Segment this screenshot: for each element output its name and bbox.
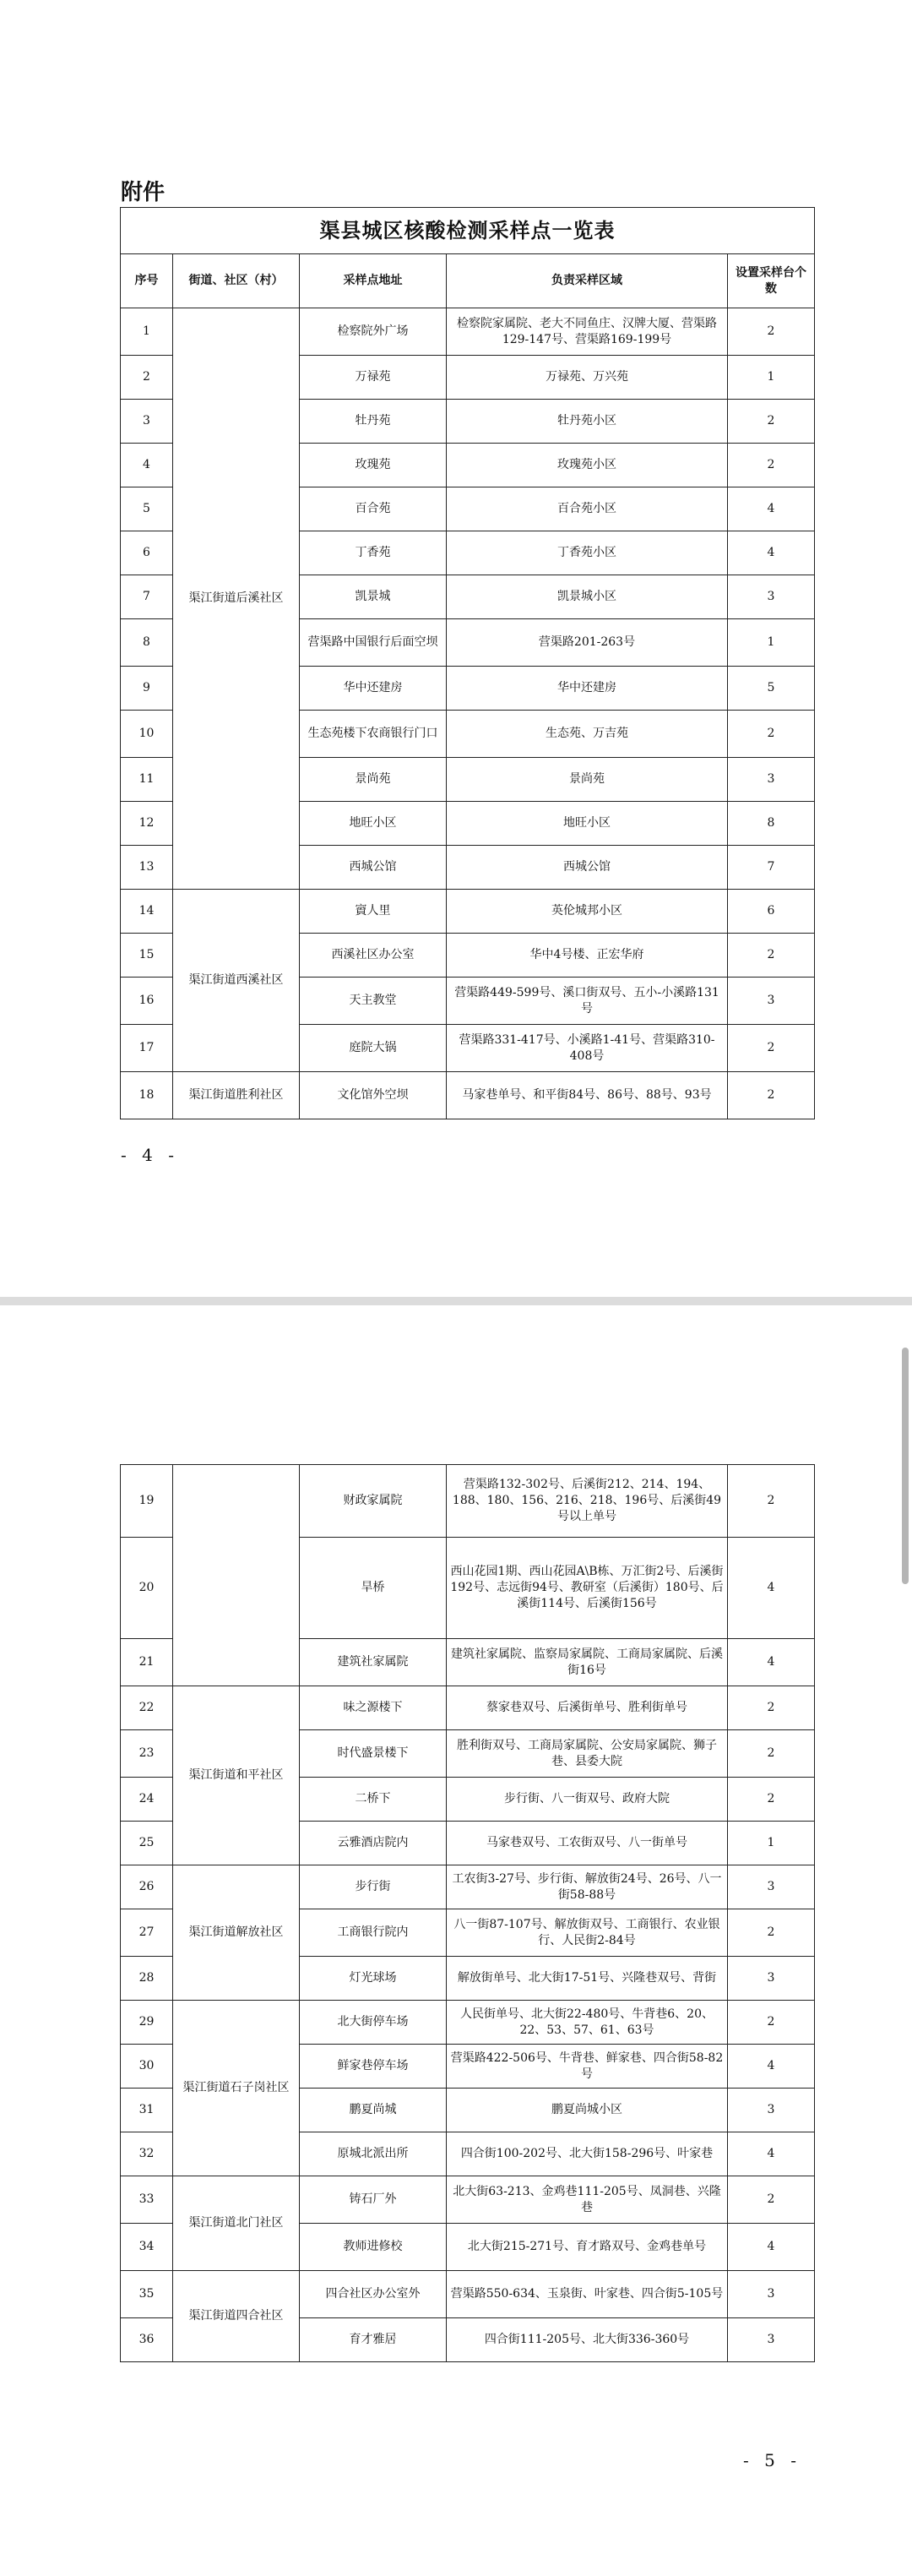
cell-area: 蔡家巷双号、后溪街单号、胜利街单号 [447, 1686, 728, 1730]
cell-no: 1 [121, 308, 173, 356]
cell-no: 18 [121, 1072, 173, 1119]
cell-count: 2 [728, 1686, 815, 1730]
cell-count: 4 [728, 2132, 815, 2176]
sampling-sites-table-continued [120, 1464, 815, 2362]
cell-no: 34 [121, 2224, 173, 2271]
cell-count: 2 [728, 400, 815, 444]
cell-site: 景尚苑 [300, 758, 447, 802]
cell-area: 四合街111-205号、北大街336-360号 [447, 2318, 728, 2362]
cell-count: 2 [728, 1072, 815, 1119]
cell-area: 北大街215-271号、育才路双号、金鸡巷单号 [447, 2224, 728, 2271]
cell-site: 賨人里 [300, 890, 447, 934]
cell-no: 36 [121, 2318, 173, 2362]
table-row [121, 1465, 815, 1538]
cell-count: 2 [728, 444, 815, 487]
cell-count: 2 [728, 1778, 815, 1822]
cell-area: 营渠路132-302号、后溪街212、214、194、188、180、156、216、218、196号、后溪街49号以上单号 [447, 1465, 728, 1538]
table-row [121, 2001, 815, 2045]
cell-site: 建筑社家属院 [300, 1639, 447, 1686]
cell-count: 7 [728, 846, 815, 890]
cell-no: 13 [121, 846, 173, 890]
cell-count: 2 [728, 711, 815, 758]
sampling-sites-table [120, 207, 815, 1119]
cell-count: 2 [728, 2001, 815, 2045]
cell-area: 鹏夏尚城小区 [447, 2089, 728, 2132]
header-area: 负责采样区域 [447, 254, 728, 308]
cell-count: 3 [728, 1957, 815, 2001]
cell-site: 百合苑 [300, 487, 447, 531]
cell-site: 西城公馆 [300, 846, 447, 890]
cell-site: 检察院外广场 [300, 308, 447, 356]
page-number: - 5 - [743, 2450, 801, 2470]
cell-count: 4 [728, 531, 815, 575]
table-row [121, 2271, 815, 2318]
cell-site: 北大街停车场 [300, 2001, 447, 2045]
cell-area: 营渠路201-263号 [447, 619, 728, 667]
header-street: 街道、社区（村） [173, 254, 300, 308]
cell-street: 渠江街道四合社区 [173, 2271, 300, 2362]
cell-count: 4 [728, 487, 815, 531]
cell-area: 景尚苑 [447, 758, 728, 802]
cell-count: 3 [728, 2271, 815, 2318]
cell-no: 12 [121, 802, 173, 846]
cell-count: 4 [728, 2224, 815, 2271]
cell-no: 21 [121, 1639, 173, 1686]
table-row [121, 1686, 815, 1730]
cell-area: 北大街63-213、金鸡巷111-205号、凤洞巷、兴隆巷 [447, 2176, 728, 2224]
cell-site: 时代盛景楼下 [300, 1730, 447, 1778]
cell-count: 3 [728, 1865, 815, 1909]
cell-area: 检察院家属院、老大不同鱼庄、汉牌大厦、营渠路129-147号、营渠路169-199号 [447, 308, 728, 356]
page-separator [0, 1297, 912, 1305]
cell-count: 2 [728, 1730, 815, 1778]
cell-no: 4 [121, 444, 173, 487]
cell-count: 3 [728, 758, 815, 802]
cell-street: 渠江街道和平社区 [173, 1686, 300, 1865]
cell-site: 原城北派出所 [300, 2132, 447, 2176]
cell-site: 凯景城 [300, 575, 447, 619]
cell-no: 33 [121, 2176, 173, 2224]
cell-area: 解放街单号、北大街17-51号、兴隆巷双号、背街 [447, 1957, 728, 2001]
cell-no: 29 [121, 2001, 173, 2045]
cell-count: 2 [728, 1909, 815, 1957]
cell-site: 味之源楼下 [300, 1686, 447, 1730]
cell-count: 2 [728, 1025, 815, 1072]
cell-site: 文化馆外空坝 [300, 1072, 447, 1119]
cell-count: 2 [728, 934, 815, 978]
header-no: 序号 [121, 254, 173, 308]
table-title: 渠县城区核酸检测采样点一览表 [121, 208, 815, 254]
cell-no: 6 [121, 531, 173, 575]
cell-count: 1 [728, 356, 815, 400]
cell-site: 财政家属院 [300, 1465, 447, 1538]
cell-no: 20 [121, 1538, 173, 1639]
cell-site: 灯光球场 [300, 1957, 447, 2001]
cell-area: 胜利街双号、工商局家属院、公安局家属院、狮子巷、县委大院 [447, 1730, 728, 1778]
cell-area: 生态苑、万吉苑 [447, 711, 728, 758]
cell-area: 工农街3-27号、步行街、解放街24号、26号、八一街58-88号 [447, 1865, 728, 1909]
cell-no: 26 [121, 1865, 173, 1909]
cell-area: 丁香苑小区 [447, 531, 728, 575]
cell-no: 3 [121, 400, 173, 444]
cell-count: 1 [728, 619, 815, 667]
cell-site: 鲜家巷停车场 [300, 2045, 447, 2089]
cell-area: 马家巷单号、和平街84号、86号、88号、93号 [447, 1072, 728, 1119]
cell-area: 百合苑小区 [447, 487, 728, 531]
scrollbar-thumb[interactable] [902, 1348, 909, 1584]
header-count: 设置采样台个数 [728, 254, 815, 308]
cell-no: 16 [121, 978, 173, 1025]
cell-site: 云雅酒店院内 [300, 1822, 447, 1865]
cell-area: 四合街100-202号、北大街158-296号、叶家巷 [447, 2132, 728, 2176]
cell-street: 渠江街道解放社区 [173, 1865, 300, 2001]
cell-no: 22 [121, 1686, 173, 1730]
cell-area: 西城公馆 [447, 846, 728, 890]
cell-street: 渠江街道石子岗社区 [173, 2001, 300, 2176]
cell-count: 4 [728, 2045, 815, 2089]
table-row [121, 308, 815, 356]
cell-area: 营渠路331-417号、小溪路1-41号、营渠路310-408号 [447, 1025, 728, 1072]
cell-site: 玫瑰苑 [300, 444, 447, 487]
cell-area: 牡丹苑小区 [447, 400, 728, 444]
cell-area: 人民街单号、北大街22-480号、牛背巷6、20、22、53、57、61、63号 [447, 2001, 728, 2045]
cell-area: 西山花园1期、西山花园A\B栋、万汇街2号、后溪街192号、志远街94号、教研室（后溪街）180号、后溪街114号、后溪街156号 [447, 1538, 728, 1639]
cell-count: 5 [728, 667, 815, 711]
cell-no: 14 [121, 890, 173, 934]
cell-site: 西溪社区办公室 [300, 934, 447, 978]
cell-site: 万禄苑 [300, 356, 447, 400]
cell-area: 营渠路449-599号、溪口街双号、五小-小溪路131号 [447, 978, 728, 1025]
cell-no: 25 [121, 1822, 173, 1865]
table-row [121, 890, 815, 934]
document-page-5 [0, 1305, 912, 2576]
cell-count: 4 [728, 1639, 815, 1686]
cell-count: 2 [728, 1465, 815, 1538]
cell-no: 31 [121, 2089, 173, 2132]
cell-count: 4 [728, 1538, 815, 1639]
cell-count: 2 [728, 308, 815, 356]
cell-site: 丁香苑 [300, 531, 447, 575]
cell-area: 八一街87-107号、解放街双号、工商银行、农业银行、人民街2-84号 [447, 1909, 728, 1957]
table-row [121, 2176, 815, 2224]
cell-site: 育才雅居 [300, 2318, 447, 2362]
cell-no: 24 [121, 1778, 173, 1822]
cell-area: 地旺小区 [447, 802, 728, 846]
cell-area: 建筑社家属院、监察局家属院、工商局家属院、后溪街16号 [447, 1639, 728, 1686]
cell-area: 步行街、八一街双号、政府大院 [447, 1778, 728, 1822]
cell-site: 铸石厂外 [300, 2176, 447, 2224]
cell-area: 营渠路422-506号、牛背巷、鲜家巷、四合街58-82号 [447, 2045, 728, 2089]
cell-site: 鹏夏尚城 [300, 2089, 447, 2132]
cell-site: 生态苑楼下农商银行门口 [300, 711, 447, 758]
cell-site: 庭院大锅 [300, 1025, 447, 1072]
cell-area: 凯景城小区 [447, 575, 728, 619]
cell-no: 15 [121, 934, 173, 978]
cell-site: 旱桥 [300, 1538, 447, 1639]
cell-area: 马家巷双号、工农街双号、八一街单号 [447, 1822, 728, 1865]
cell-site: 教师进修校 [300, 2224, 447, 2271]
cell-area: 玫瑰苑小区 [447, 444, 728, 487]
cell-count: 2 [728, 2176, 815, 2224]
cell-no: 11 [121, 758, 173, 802]
cell-area: 华中还建房 [447, 667, 728, 711]
cell-no: 32 [121, 2132, 173, 2176]
cell-site: 华中还建房 [300, 667, 447, 711]
cell-site: 天主教堂 [300, 978, 447, 1025]
cell-site: 牡丹苑 [300, 400, 447, 444]
cell-street: 渠江街道胜利社区 [173, 1072, 300, 1119]
cell-no: 17 [121, 1025, 173, 1072]
cell-count: 3 [728, 2089, 815, 2132]
cell-count: 1 [728, 1822, 815, 1865]
cell-no: 28 [121, 1957, 173, 2001]
cell-count: 3 [728, 978, 815, 1025]
header-site: 采样点地址 [300, 254, 447, 308]
cell-no: 30 [121, 2045, 173, 2089]
cell-no: 27 [121, 1909, 173, 1957]
attachment-label: 附件 [121, 180, 166, 205]
cell-area: 英伦城邦小区 [447, 890, 728, 934]
cell-site: 二桥下 [300, 1778, 447, 1822]
cell-no: 10 [121, 711, 173, 758]
cell-count: 8 [728, 802, 815, 846]
cell-no: 8 [121, 619, 173, 667]
cell-street: 渠江街道西溪社区 [173, 890, 300, 1072]
cell-site: 营渠路中国银行后面空坝 [300, 619, 447, 667]
cell-site: 四合社区办公室外 [300, 2271, 447, 2318]
cell-count: 3 [728, 2318, 815, 2362]
table-row [121, 1865, 815, 1909]
cell-no: 9 [121, 667, 173, 711]
cell-no: 2 [121, 356, 173, 400]
cell-no: 35 [121, 2271, 173, 2318]
cell-no: 7 [121, 575, 173, 619]
table-row [121, 1072, 815, 1119]
cell-site: 工商银行院内 [300, 1909, 447, 1957]
cell-street [173, 1465, 300, 1686]
cell-street: 渠江街道后溪社区 [173, 308, 300, 890]
cell-site: 地旺小区 [300, 802, 447, 846]
cell-no: 19 [121, 1465, 173, 1538]
cell-count: 3 [728, 575, 815, 619]
cell-area: 万禄苑、万兴苑 [447, 356, 728, 400]
cell-count: 6 [728, 890, 815, 934]
cell-street: 渠江街道北门社区 [173, 2176, 300, 2271]
cell-site: 步行街 [300, 1865, 447, 1909]
cell-no: 23 [121, 1730, 173, 1778]
cell-area: 华中4号楼、正宏华府 [447, 934, 728, 978]
cell-area: 营渠路550-634、玉泉街、叶家巷、四合街5-105号 [447, 2271, 728, 2318]
cell-no: 5 [121, 487, 173, 531]
page-number: - 4 - [121, 1145, 179, 1165]
